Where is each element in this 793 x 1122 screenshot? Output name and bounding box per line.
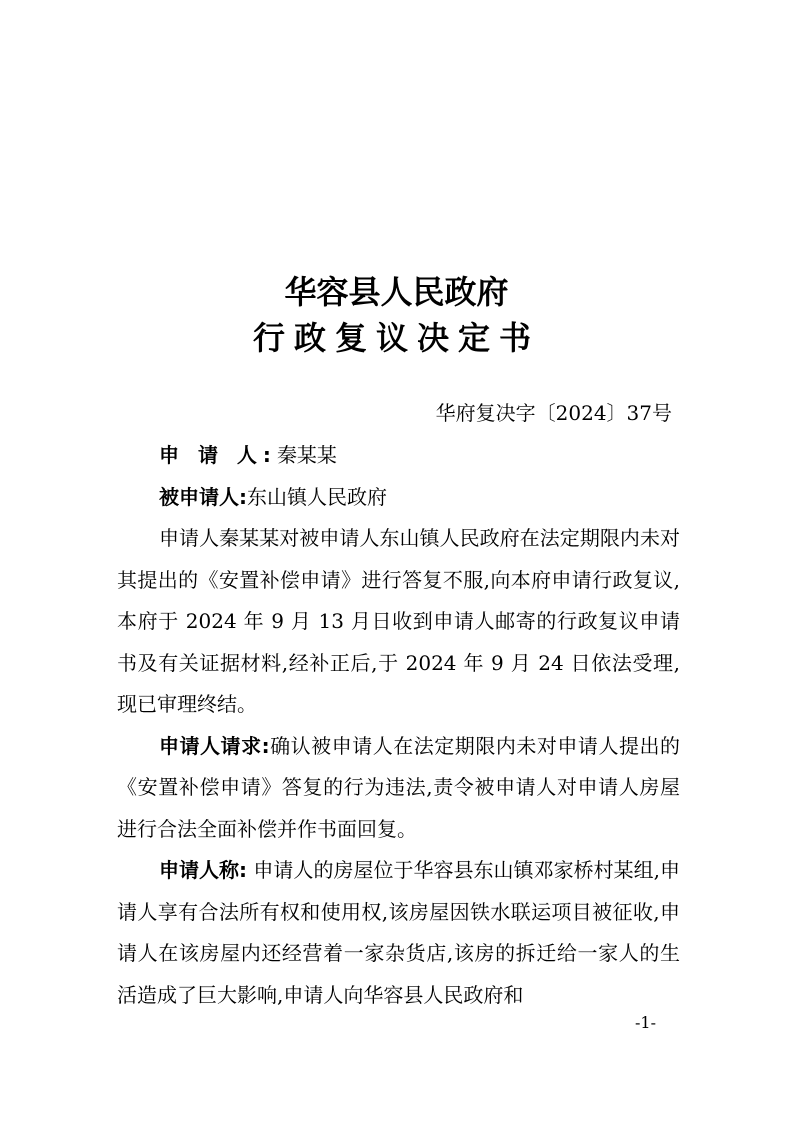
respondent-value: 东山镇人民政府: [247, 484, 387, 509]
applicant-line: [117, 435, 680, 477]
page-number: -1-: [635, 1013, 656, 1032]
document-body: [117, 435, 680, 1016]
claim-label: 申请人称:: [159, 858, 248, 882]
request-label: 申请人请求:: [159, 733, 270, 758]
issuing-authority-title: 华容县人民政府: [284, 273, 509, 311]
request-text: 确认被申请人在法定期限内未对申请人提出的《安置补偿申请》答复的行为违法,责令被申请人对申请人房屋进行合法全面补偿并作书面回复。: [117, 733, 681, 841]
applicant-label: 申 请 人:: [159, 443, 277, 467]
document-number: 华府复决字〔2024〕37号: [435, 401, 672, 425]
respondent-line: [117, 477, 680, 519]
applicant-value: 秦某某: [276, 443, 337, 467]
claim-paragraph: [117, 850, 680, 1016]
request-paragraph: [117, 726, 680, 851]
document-title: [0, 270, 793, 360]
claim-text: 申请人的房屋位于华容县东山镇邓家桥村某组,申请人享有合法所有权和使用权,该房屋因铁水联运项目被征收,申请人在该房屋内还经营着一家杂货店,该房的拆迁给一家人的生活造成了巨大影响,申请人向华容县人民政府和: [117, 858, 680, 1007]
intro-paragraph: 申请人秦某某对被申请人东山镇人民政府在法定期限内未对其提出的《安置补偿申请》进行答复不服,向本府申请行政复议,本府于 2024 年 9 月 13 月日收到申请人邮寄的行政复议申请书及有关证据材料,经补正后,于 2024 年 9 月 24 日依法受理,现已审理终结。: [117, 526, 680, 716]
respondent-label: 被申请人:: [159, 484, 247, 509]
decision-title: 行政复议决定书: [252, 319, 540, 357]
